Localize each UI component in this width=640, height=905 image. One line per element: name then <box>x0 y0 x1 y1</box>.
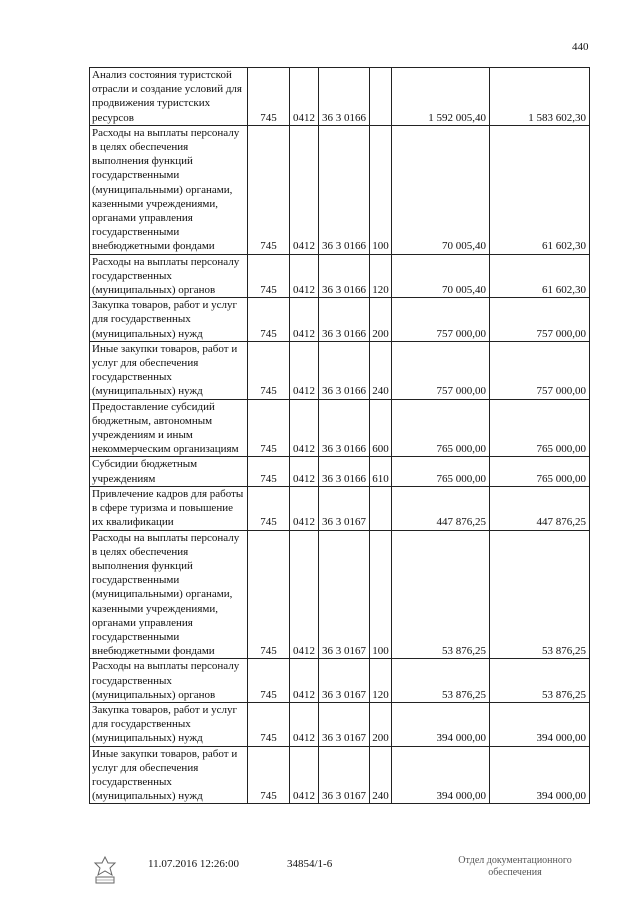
row-amount-2: 765 000,00 <box>490 457 590 486</box>
row-expense-type <box>370 68 392 126</box>
row-amount-2: 394 000,00 <box>490 746 590 804</box>
row-description: Расходы на выплаты персоналу государственных (муниципальных) органов <box>90 254 248 298</box>
row-amount-2: 53 876,25 <box>490 659 590 703</box>
row-article-code: 36 3 0167 <box>319 530 370 659</box>
row-expense-type: 120 <box>370 254 392 298</box>
row-amount-1: 757 000,00 <box>392 298 490 342</box>
row-amount-2: 61 602,30 <box>490 125 590 254</box>
row-description: Закупка товаров, работ и услуг для государственных (муниципальных) нужд <box>90 298 248 342</box>
row-section-code: 0412 <box>290 746 319 804</box>
row-amount-1: 447 876,25 <box>392 486 490 530</box>
row-description: Предоставление субсидий бюджетным, автономным учреждениям и иным некоммерческим организациям <box>90 399 248 457</box>
row-amount-1: 394 000,00 <box>392 746 490 804</box>
row-description: Субсидии бюджетным учреждениям <box>90 457 248 486</box>
row-description: Анализ состояния туристской отрасли и создание условий для продвижения туристских ресурсов <box>90 68 248 126</box>
row-expense-type <box>370 486 392 530</box>
row-description: Расходы на выплаты персоналу в целях обеспечения выполнения функций государственными (муниципальными) органами, казенными учреждениями, органами управления государственными внебюджетными фондами <box>90 125 248 254</box>
row-ministry-code: 745 <box>248 341 290 399</box>
row-article-code: 36 3 0166 <box>319 125 370 254</box>
row-amount-2: 757 000,00 <box>490 298 590 342</box>
stamp-line-2: обеспечения <box>488 867 542 878</box>
row-section-code: 0412 <box>290 457 319 486</box>
row-article-code: 36 3 0166 <box>319 254 370 298</box>
row-amount-2: 447 876,25 <box>490 486 590 530</box>
row-section-code: 0412 <box>290 68 319 126</box>
row-amount-2: 765 000,00 <box>490 399 590 457</box>
row-amount-1: 757 000,00 <box>392 341 490 399</box>
row-expense-type: 200 <box>370 298 392 342</box>
row-article-code: 36 3 0166 <box>319 399 370 457</box>
row-description: Расходы на выплаты персоналу в целях обеспечения выполнения функций государственными (муниципальными) органами, казенными учреждениями, органами управления государственными внебюджетными фондами <box>90 530 248 659</box>
footer-doc-number: 34854/1-6 <box>287 858 333 870</box>
row-article-code: 36 3 0166 <box>319 341 370 399</box>
row-ministry-code: 745 <box>248 125 290 254</box>
row-amount-1: 765 000,00 <box>392 399 490 457</box>
row-expense-type: 240 <box>370 746 392 804</box>
row-amount-1: 394 000,00 <box>392 702 490 746</box>
page-number: 440 <box>572 41 589 53</box>
row-ministry-code: 745 <box>248 457 290 486</box>
row-description: Привлечение кадров для работы в сфере туризма и повышение их квалификации <box>90 486 248 530</box>
row-description: Иные закупки товаров, работ и услуг для обеспечения государственных (муниципальных) нужд <box>90 746 248 804</box>
row-article-code: 36 3 0167 <box>319 702 370 746</box>
table-row <box>90 254 590 298</box>
row-section-code: 0412 <box>290 486 319 530</box>
footer-datetime: 11.07.2016 12:26:00 <box>148 858 239 870</box>
row-expense-type: 200 <box>370 702 392 746</box>
row-section-code: 0412 <box>290 298 319 342</box>
row-amount-2: 61 602,30 <box>490 254 590 298</box>
row-expense-type: 120 <box>370 659 392 703</box>
row-amount-1: 70 005,40 <box>392 125 490 254</box>
footer-stamp <box>440 855 590 879</box>
table-row <box>90 125 590 254</box>
row-amount-1: 53 876,25 <box>392 530 490 659</box>
row-section-code: 0412 <box>290 341 319 399</box>
row-expense-type: 610 <box>370 457 392 486</box>
row-section-code: 0412 <box>290 125 319 254</box>
row-section-code: 0412 <box>290 659 319 703</box>
row-amount-1: 765 000,00 <box>392 457 490 486</box>
row-amount-2: 757 000,00 <box>490 341 590 399</box>
row-article-code: 36 3 0166 <box>319 457 370 486</box>
row-ministry-code: 745 <box>248 254 290 298</box>
row-article-code: 36 3 0167 <box>319 486 370 530</box>
table-row <box>90 68 590 126</box>
row-amount-1: 53 876,25 <box>392 659 490 703</box>
table-row <box>90 399 590 457</box>
row-amount-1: 1 592 005,40 <box>392 68 490 126</box>
row-article-code: 36 3 0166 <box>319 298 370 342</box>
table-row <box>90 530 590 659</box>
row-description: Закупка товаров, работ и услуг для государственных (муниципальных) нужд <box>90 702 248 746</box>
table-row <box>90 702 590 746</box>
table-row <box>90 298 590 342</box>
table-row <box>90 486 590 530</box>
row-expense-type: 100 <box>370 530 392 659</box>
row-article-code: 36 3 0167 <box>319 746 370 804</box>
row-amount-1: 70 005,40 <box>392 254 490 298</box>
row-ministry-code: 745 <box>248 702 290 746</box>
row-article-code: 36 3 0167 <box>319 659 370 703</box>
row-ministry-code: 745 <box>248 746 290 804</box>
table-row <box>90 341 590 399</box>
stamp-line-1: Отдел документационного <box>458 855 572 866</box>
row-ministry-code: 745 <box>248 659 290 703</box>
row-amount-2: 394 000,00 <box>490 702 590 746</box>
row-amount-2: 1 583 602,30 <box>490 68 590 126</box>
row-expense-type: 240 <box>370 341 392 399</box>
row-ministry-code: 745 <box>248 486 290 530</box>
table-row <box>90 659 590 703</box>
table-row <box>90 746 590 804</box>
row-ministry-code: 745 <box>248 68 290 126</box>
emblem-icon <box>90 855 120 887</box>
row-article-code: 36 3 0166 <box>319 68 370 126</box>
row-section-code: 0412 <box>290 530 319 659</box>
row-expense-type: 100 <box>370 125 392 254</box>
row-ministry-code: 745 <box>248 399 290 457</box>
row-expense-type: 600 <box>370 399 392 457</box>
row-section-code: 0412 <box>290 254 319 298</box>
row-section-code: 0412 <box>290 399 319 457</box>
row-ministry-code: 745 <box>248 298 290 342</box>
budget-table <box>89 67 590 804</box>
row-description: Иные закупки товаров, работ и услуг для обеспечения государственных (муниципальных) нужд <box>90 341 248 399</box>
row-description: Расходы на выплаты персоналу государственных (муниципальных) органов <box>90 659 248 703</box>
table-row <box>90 457 590 486</box>
row-ministry-code: 745 <box>248 530 290 659</box>
row-amount-2: 53 876,25 <box>490 530 590 659</box>
row-section-code: 0412 <box>290 702 319 746</box>
